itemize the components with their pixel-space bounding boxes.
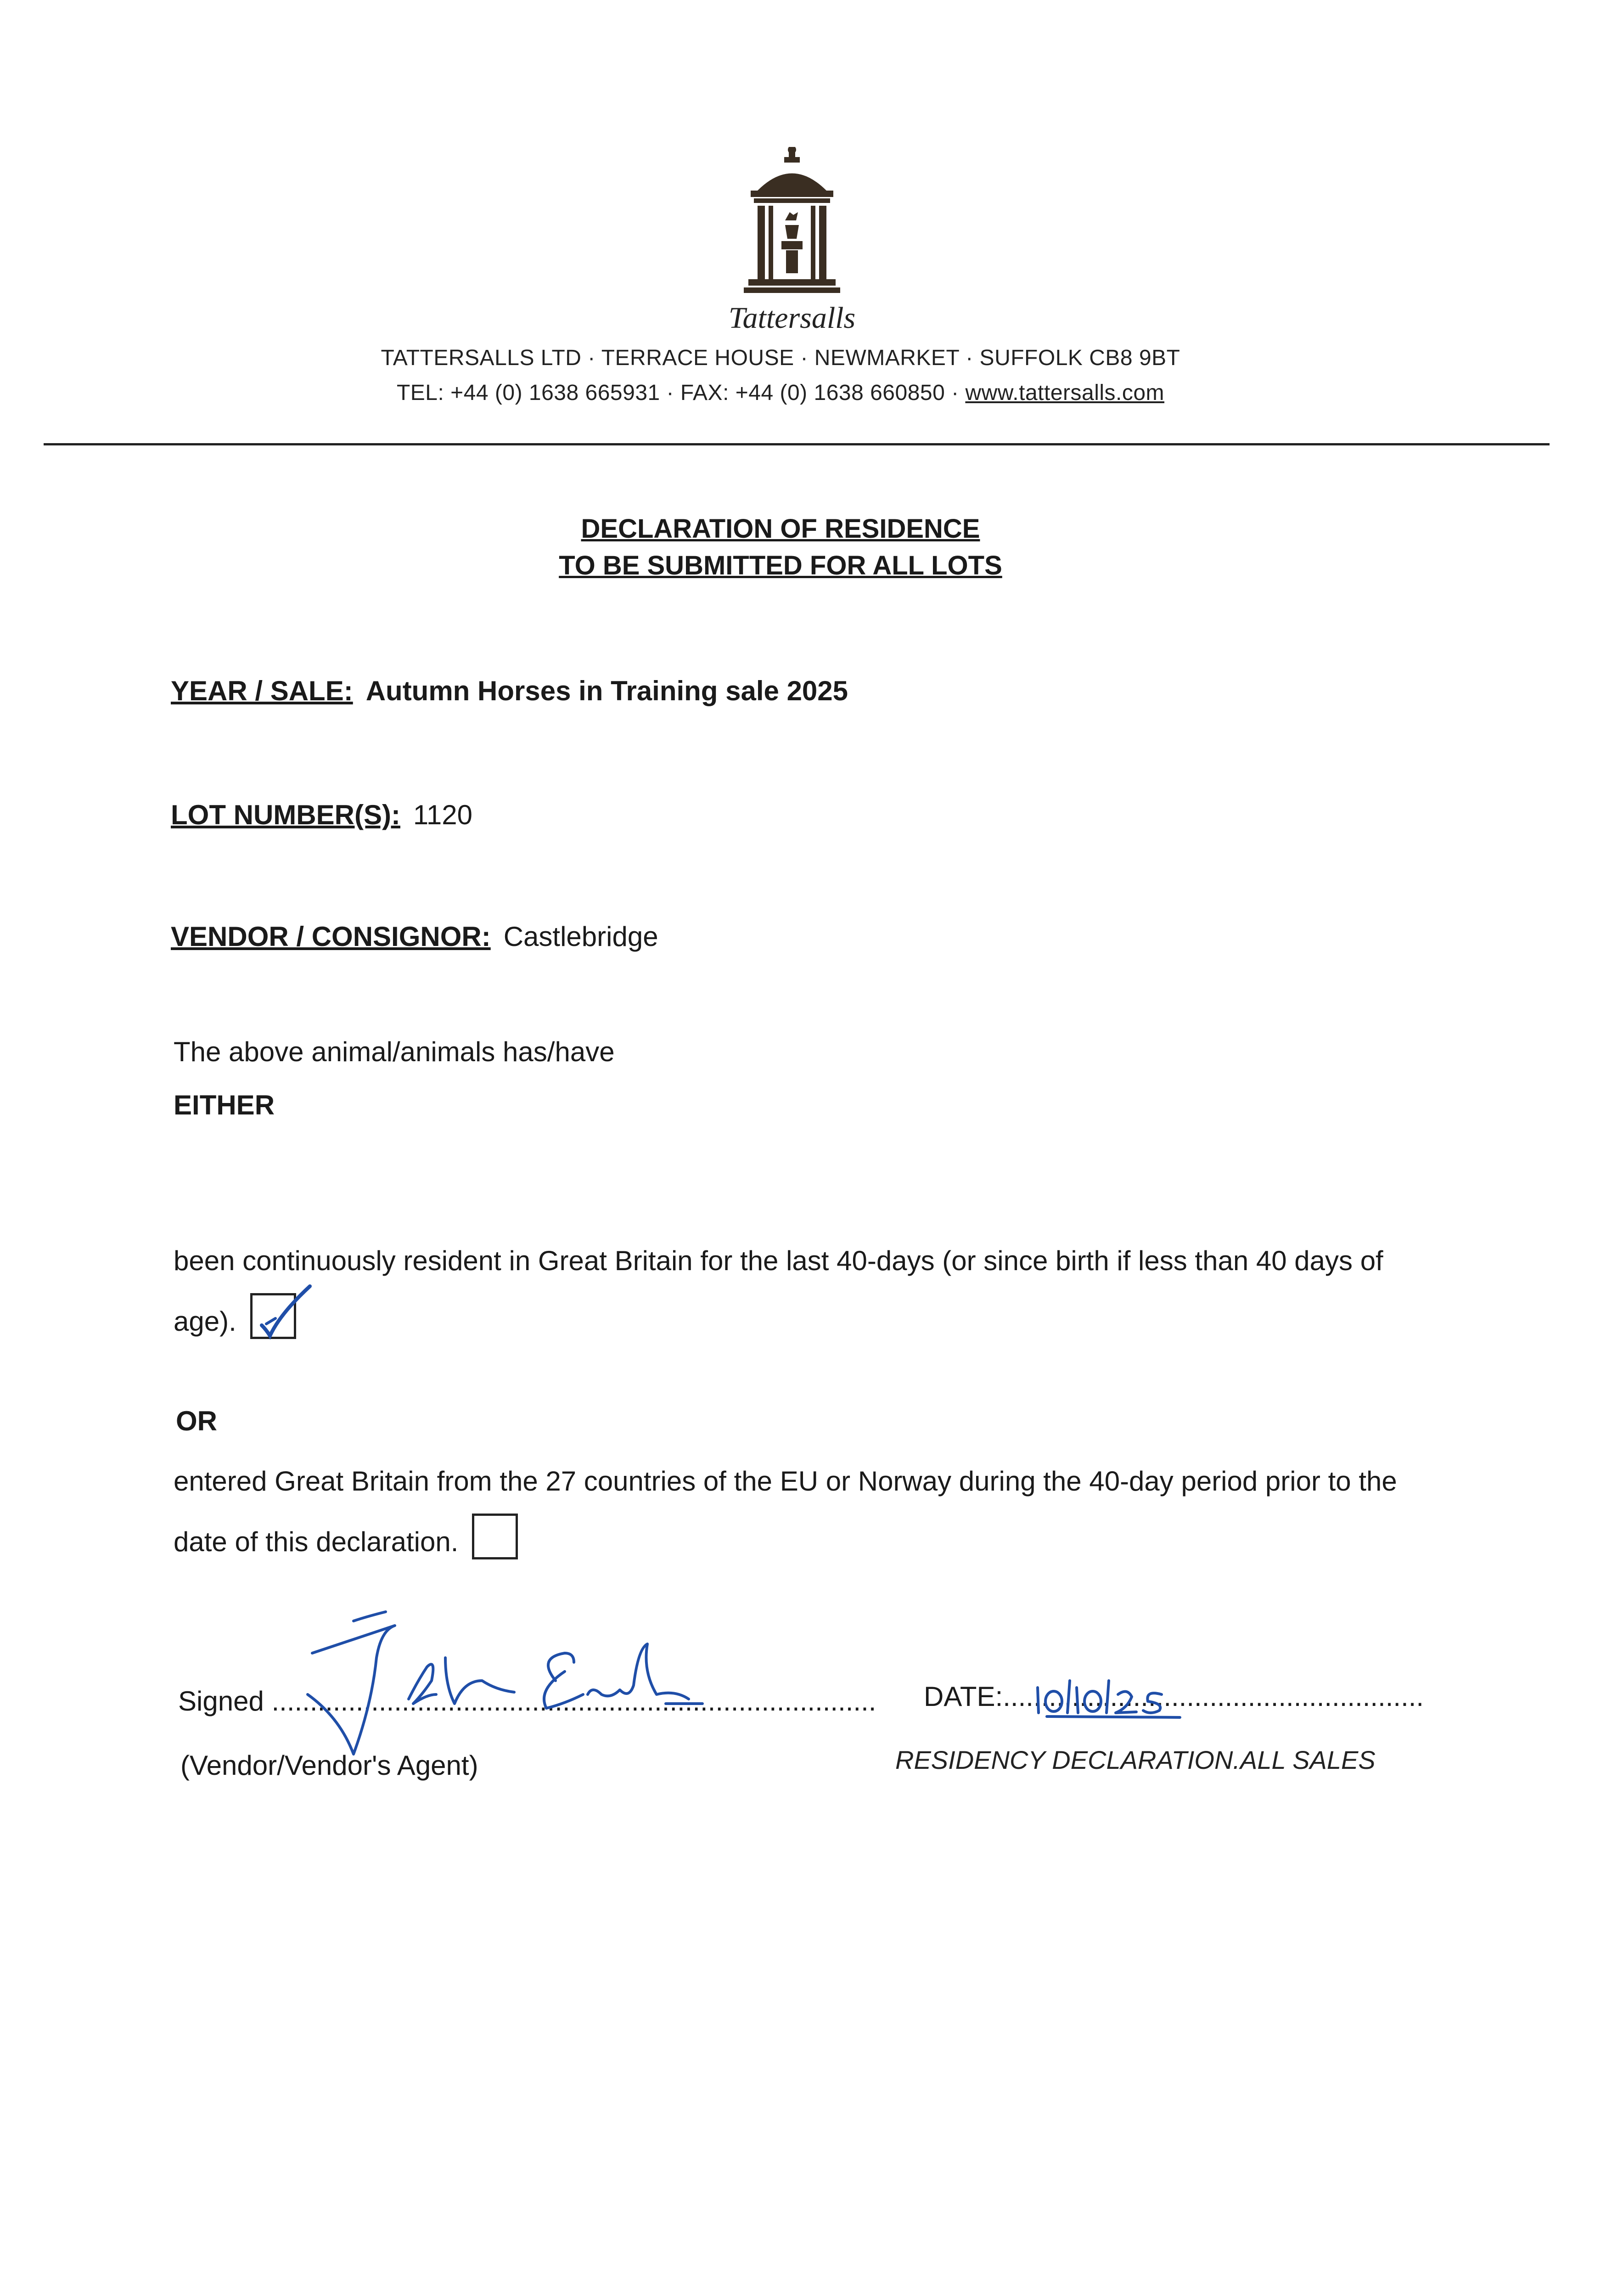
date-label: DATE: (924, 1681, 1003, 1712)
date-dots: ....................................................... (1003, 1681, 1424, 1712)
vendor-field (171, 921, 658, 952)
option-1-checkbox[interactable] (250, 1293, 296, 1339)
signature-dots: ............................................................................... (271, 1686, 876, 1716)
checkmark-icon (248, 1282, 317, 1346)
year-sale-field (171, 675, 848, 707)
website-link[interactable]: www.tattersalls.com (965, 381, 1165, 405)
header-divider (44, 443, 1550, 445)
lot-number-label: LOT NUMBER(S): (171, 799, 400, 830)
brand-name: Tattersalls (728, 301, 856, 335)
or-heading: OR (176, 1406, 217, 1436)
vendor-label: VENDOR / CONSIGNOR: (171, 921, 491, 952)
contact-line (230, 380, 1331, 405)
year-sale-label: YEAR / SALE: (171, 675, 353, 706)
option-2 (174, 1451, 1441, 1572)
option-1 (174, 1231, 1441, 1352)
form-reference: RESIDENCY DECLARATION.ALL SALES (895, 1745, 1376, 1774)
intro-text: The above animal/animals has/have (174, 1036, 615, 1067)
lot-number-field (171, 799, 472, 831)
contact-numbers: TEL: +44 (0) 1638 665931 · FAX: +44 (0) 1638 660850 · (396, 381, 966, 405)
option-1-text: been continuously resident in Great Britain for the last 40-days (or since birth if less than 40 days of age). (174, 1245, 1383, 1337)
lot-number-value[interactable]: 1120 (413, 799, 472, 830)
document-title-line2: TO BE SUBMITTED FOR ALL LOTS (559, 551, 1002, 580)
signed-label: Signed (178, 1686, 264, 1716)
tattersalls-logo (725, 147, 859, 303)
document-title-line1: DECLARATION OF RESIDENCE (581, 514, 980, 544)
handwritten-date[interactable] (1028, 1662, 1212, 1722)
year-sale-value[interactable]: Autumn Horses in Training sale 2025 (365, 675, 848, 706)
address-line: TATTERSALLS LTD · TERRACE HOUSE · NEWMARKET · SUFFOLK CB8 9BT (381, 346, 1180, 370)
option-2-text: entered Great Britain from the 27 countries of the EU or Norway during the 40-day period prior to the date of this declaration. (174, 1466, 1397, 1557)
either-heading: EITHER (174, 1090, 275, 1120)
option-2-checkbox[interactable] (472, 1514, 518, 1559)
signer-role: (Vendor/Vendor's Agent) (180, 1750, 478, 1781)
vendor-value[interactable]: Castlebridge (503, 921, 658, 952)
